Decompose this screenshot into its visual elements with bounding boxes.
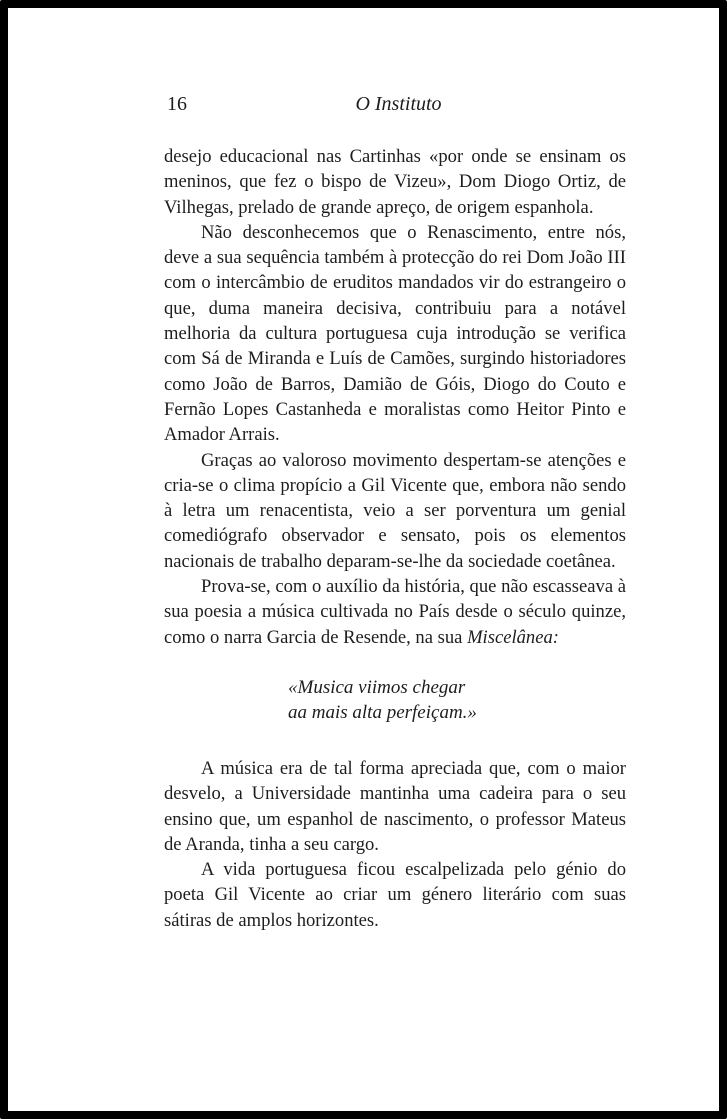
page-number: 16: [167, 93, 187, 115]
paragraph-3: Graças ao valoroso movimento despertam-se atenções e cria-se o clima propício a Gil Vicente que, embora não sendo à letra um renacentista, veio a ser porventura um genial comediógrafo observador e sensato, pois os elementos nacionais de trabalho deparam-se-lhe da sociedade coetânea.: [164, 449, 626, 572]
verse-quote: [164, 675, 626, 725]
body-text: [164, 144, 626, 933]
paragraph-4: [164, 574, 626, 650]
work-title-miscelanea: Miscelânea:: [467, 626, 559, 648]
verse-line-2: aa mais alta perfeiçam.»: [288, 701, 477, 723]
verse-line-1: «Musica viimos chegar: [288, 676, 466, 698]
running-title: O Instituto: [355, 93, 442, 115]
paragraph-6: A vida portuguesa ficou escalpelizada pelo génio do poeta Gil Vicente ao criar um género literário com suas sátiras de amplos horizontes.: [164, 859, 626, 931]
paragraph-1: desejo educacional nas Cartinhas «por onde se ensinam os meninos, que fez o bispo de Vizeu», Dom Diogo Ortiz, de Vilhegas, prelado de grande apreço, de origem espanhola.: [164, 146, 626, 218]
paragraph-2: Não desconhecemos que o Renascimento, entre nós, deve a sua sequência também à protecção do rei Dom João III com o intercâmbio de eruditos mandados vir do estrangeiro o que, duma maneira decisiva, contribuiu para a notável melhoria da cultura portuguesa cuja introdução se verifica com Sá de Miranda e Luís de Camões, surgindo historiadores como João de Barros, Damião de Góis, Diogo do Couto e Fernão Lopes Castanheda e moralistas como Heitor Pinto e Amador Arrais.: [164, 221, 626, 446]
paragraph-5: A música era de tal forma apreciada que, com o maior desvelo, a Universidade mantinha uma cadeira para o seu ensino que, um espanhol de nascimento, o professor Mateus de Aranda, tinha a seu cargo.: [164, 757, 626, 855]
paragraph-4-text: Prova-se, com o auxílio da história, que não escasseava à sua poesia a música cultivada no País desde o século quinze, como o narra Garcia de Resende, na sua: [164, 576, 626, 648]
